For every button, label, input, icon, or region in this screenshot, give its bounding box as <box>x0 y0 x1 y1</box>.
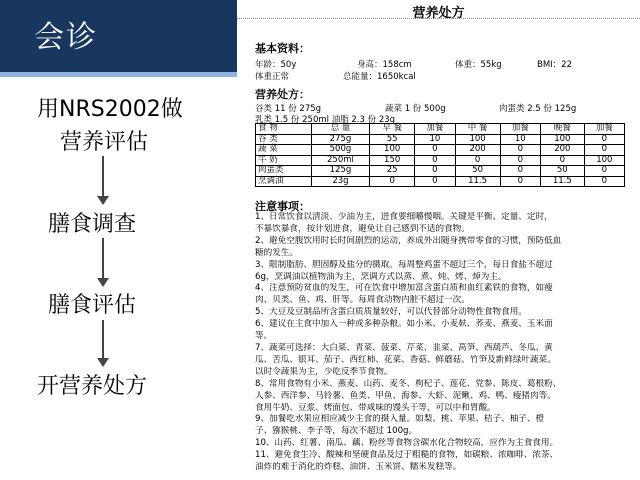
prescription-document <box>237 0 640 480</box>
note-line: 糖的发生。 <box>255 247 298 258</box>
table-header-cell: 加餐 <box>415 124 455 135</box>
table-cell: 10 <box>500 134 540 145</box>
bmi-value: BMI：22 <box>537 60 572 70</box>
table-cell: 11.5 <box>455 176 500 187</box>
title-divider <box>237 18 640 19</box>
age-value: 年龄：50y <box>255 60 297 70</box>
note-line: 等。 <box>255 331 273 342</box>
table-cell: 11.5 <box>540 176 584 187</box>
table-cell: 100 <box>584 155 624 166</box>
note-line: 子、猕猴桃、李子等，每次不超过 100g。 <box>255 426 418 437</box>
height-value: 身高：158cm <box>357 60 412 70</box>
note-line: 瓜、苦瓜、银耳、茄子、西红柿、花菜、香菇、鲜蘑菇、竹笋及新鲜绿叶蔬菜。 <box>255 354 556 365</box>
table-cell: 10 <box>415 134 455 145</box>
note-line: 7、蔬菜可选择：大白菜、青菜、菠菜、芹菜、韭菜、莴笋、西葫芦、冬瓜、黄 <box>255 342 553 353</box>
note-line: 2、避免空腹饮用时长时间剧烈的运动，养成外出随身携带零食的习惯，预防低血 <box>255 235 562 246</box>
table-header-cell: 晚餐 <box>540 124 584 135</box>
table-cell: 275g <box>311 134 369 145</box>
flow-arrow-1 <box>102 156 104 196</box>
table-cell: 0 <box>584 166 624 177</box>
note-line: 肉、贝类、鱼、鸡、肝等。每周食动物内脏不超过一次。 <box>255 295 470 306</box>
note-line: 8、常用食物有小米、燕麦、山药、麦冬、枸杞子、莲花、党参、陈皮、葛根粉、 <box>255 378 562 389</box>
table-cell: 0 <box>370 176 415 187</box>
table-row <box>256 134 625 145</box>
flow-step-prescription: 开营养处方 <box>37 374 148 399</box>
note-line: 食用牛奶、豆浆、烤面包、带咸味的馒头干等，可以中和胃酸。 <box>255 402 496 413</box>
flow-step-nrs-line2: 营养评估 <box>60 130 149 155</box>
table-cell: 牛 奶 <box>256 155 312 166</box>
flow-arrow-3-head <box>97 358 109 367</box>
rx-dairy-oil: 乳类 1.5 份 250ml 油脂 2.3 份 23g <box>255 115 396 125</box>
total-energy: 总能量：1650kcal <box>343 72 416 82</box>
flow-arrow-3 <box>102 320 104 358</box>
table-cell: 烹调油 <box>256 176 312 187</box>
basic-info-heading: 基本资料： <box>255 42 310 55</box>
slide-title: 会诊 <box>34 20 98 55</box>
rx-vegetables: 蔬菜 1 份 500g <box>385 104 446 114</box>
weight-status: 体重正常 <box>255 72 290 82</box>
table-cell: 谷 类 <box>256 134 312 145</box>
table-cell: 100 <box>455 134 500 145</box>
table-cell: 蔬 菜 <box>256 145 312 156</box>
table-cell: 肉蛋类 <box>256 166 312 177</box>
table-header-row <box>256 124 625 135</box>
table-cell: 0 <box>540 155 584 166</box>
document-title: 营养处方 <box>412 6 465 21</box>
banner-accent-stripe <box>0 72 237 77</box>
table-cell: 50 <box>455 166 500 177</box>
table-cell: 100 <box>370 145 415 156</box>
table-row <box>256 155 625 166</box>
weight-value: 体重：55kg <box>455 60 502 70</box>
table-cell: 125g <box>311 166 369 177</box>
table-row <box>256 176 625 187</box>
note-line: 以时令蔬果为主，少吃反季节食物。 <box>255 366 393 377</box>
table-header-cell: 加餐 <box>584 124 624 135</box>
table-cell: 0 <box>455 155 500 166</box>
meal-plan-table <box>255 123 625 187</box>
table-row <box>256 145 625 156</box>
title-banner <box>0 0 237 72</box>
table-cell: 100 <box>540 134 584 145</box>
note-line: 5、大豆及豆制品所含蛋白质质量较好，可以代替部分动物性食物食用。 <box>255 307 527 318</box>
table-cell: 23g <box>311 176 369 187</box>
table-cell: 0 <box>415 145 455 156</box>
notes-heading: 注意事项： <box>255 200 310 213</box>
notes-list <box>255 212 627 474</box>
table-cell: 150 <box>370 155 415 166</box>
table-cell: 500g <box>311 145 369 156</box>
table-cell: 50 <box>540 166 584 177</box>
note-line: 油炸的难于消化的炸糕、油饼、玉米饼、糯米发糕等。 <box>255 462 462 473</box>
flow-arrow-1-head <box>97 196 109 205</box>
table-cell: 0 <box>415 176 455 187</box>
flow-step-diet-survey: 膳食调查 <box>48 212 137 237</box>
note-line: 不暴饮暴食，按计划进食，避免让自己感到不适的食物。 <box>255 223 470 234</box>
table-header-cell: 食 物 <box>256 124 312 135</box>
flow-step-nrs-line1: 用NRS2002做 <box>37 97 183 122</box>
table-cell: 0 <box>415 155 455 166</box>
note-line: 1、日常饮食以清淡、少油为主，进食要细嚼慢咽。关键是平衡、定量、定时， <box>255 212 553 222</box>
note-line: 9、加餐吃水果应相应减少主食的摄入量。如梨、桃、苹果、桔子、柚子、橙 <box>255 414 545 425</box>
table-header-cell: 总 量 <box>311 124 369 135</box>
rx-grains: 谷类 11 份 275g <box>255 104 322 114</box>
note-line: 人参、西洋参、马铃薯、鱼类、甲鱼、海参、大虾、泥鳅、鸡、鸭、瘦猪肉等。 <box>255 390 556 401</box>
table-header-cell: 早 餐 <box>370 124 415 135</box>
table-cell: 250ml <box>311 155 369 166</box>
table-cell: 0 <box>584 176 624 187</box>
flow-arrow-2 <box>102 238 104 278</box>
table-row <box>256 166 625 177</box>
table-cell: 25 <box>370 166 415 177</box>
table-cell: 0 <box>584 134 624 145</box>
table-cell: 55 <box>370 134 415 145</box>
table-cell: 200 <box>540 145 584 156</box>
table-cell: 0 <box>500 145 540 156</box>
note-line: 3、限制脂肪、胆固醇及盐分的摄取。每周整鸡蛋不超过三个，每日食盐不超过 <box>255 259 553 270</box>
table-cell: 0 <box>500 176 540 187</box>
note-line: 10、山药、红薯、南瓜、藕、粉丝等食物含碳水化合物较高，应作为主食食用。 <box>255 438 559 449</box>
note-line: 11、避免食生冷、酸辣和坚硬食品及过于粗糙的食物，如碳粮、浓咖啡、浓茶、 <box>255 450 559 461</box>
prescription-heading: 营养处方： <box>255 88 310 101</box>
table-cell: 0 <box>584 145 624 156</box>
flow-arrow-2-head <box>97 278 109 287</box>
table-cell: 0 <box>500 155 540 166</box>
table-cell: 0 <box>415 166 455 177</box>
rx-meat-eggs: 肉蛋类 2.5 份 125g <box>499 104 577 114</box>
note-line: 6g，烹调油以植物油为主，烹调方式以蒸、煮、炖、烤、焯为主。 <box>255 271 507 282</box>
note-line: 4、注意预防贫血的发生，可在饮食中增加富含蛋白质和血红素铁的食物，如瘦 <box>255 283 553 294</box>
flow-step-diet-assessment: 膳食评估 <box>48 293 137 318</box>
table-header-cell: 加餐 <box>500 124 540 135</box>
table-cell: 200 <box>455 145 500 156</box>
note-line: 6、建议在主食中加入一种或多种杂粮。如小米、小麦麸、荞麦、燕麦、玉米面 <box>255 319 553 330</box>
table-header-cell: 中 餐 <box>455 124 500 135</box>
table-cell: 0 <box>500 166 540 177</box>
